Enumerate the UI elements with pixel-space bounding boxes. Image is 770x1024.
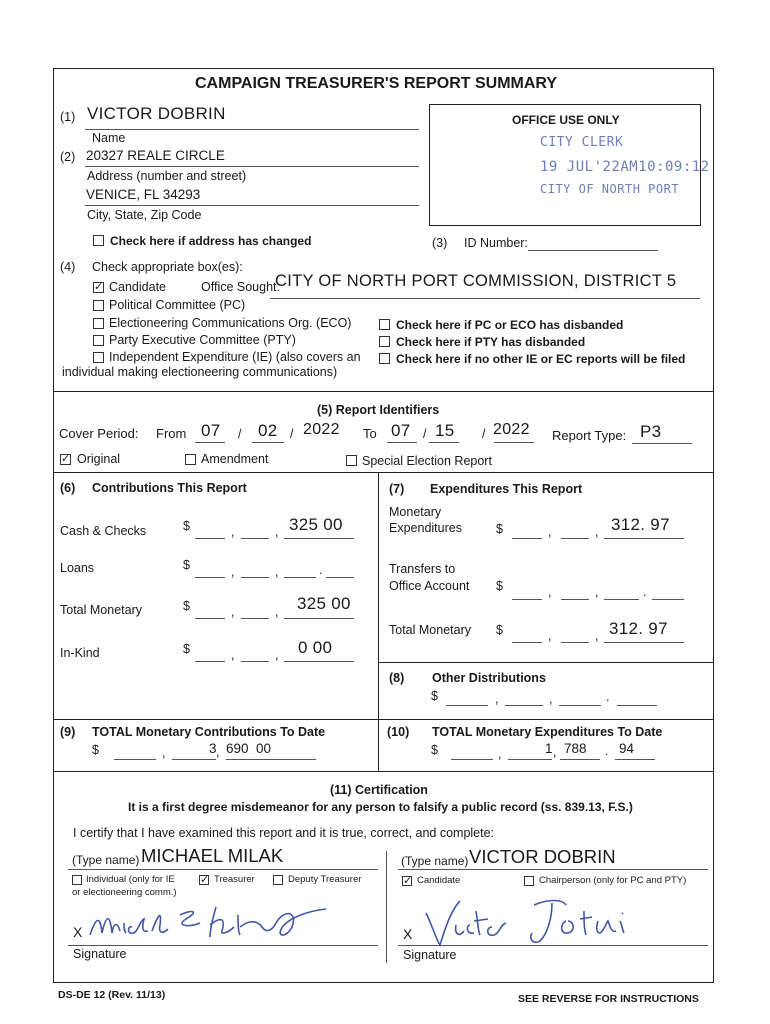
instructions-note: SEE REVERSE FOR INSTRUCTIONS bbox=[518, 993, 699, 1005]
total-exp-dollar-sign: $ bbox=[496, 623, 503, 637]
from-slash2: / bbox=[290, 427, 294, 441]
stamp-date-time: 19 JUL'22AM10:09:12 bbox=[540, 159, 710, 175]
to-year-line bbox=[494, 442, 534, 443]
in-kind-label: In-Kind bbox=[60, 646, 100, 660]
section4-number: (4) bbox=[60, 260, 76, 274]
to-day[interactable]: 15 bbox=[435, 421, 455, 440]
signature-divider bbox=[386, 851, 387, 963]
cash-comma-1: , bbox=[231, 525, 235, 539]
inkind-dollar-sign: $ bbox=[183, 642, 190, 656]
divider-section6 bbox=[54, 472, 713, 473]
other-dist-field-3 bbox=[559, 705, 601, 706]
divider-vertical-mid bbox=[378, 472, 379, 719]
inkind-comma-1: , bbox=[231, 648, 235, 662]
inkind-field-3 bbox=[284, 661, 354, 662]
loans-comma-1: , bbox=[231, 565, 235, 579]
loans-field-3 bbox=[284, 577, 316, 578]
other-dist-field-4 bbox=[617, 705, 657, 706]
special-election-checkbox[interactable] bbox=[346, 455, 357, 466]
cash-comma-2: , bbox=[275, 525, 279, 539]
transfers-label-line2: Office Account bbox=[389, 579, 470, 593]
section8-heading: Other Distributions bbox=[432, 671, 546, 685]
total-monetary-contrib-label: Total Monetary bbox=[60, 603, 142, 617]
exp-to-date-comma-1: , bbox=[498, 747, 502, 761]
loans-field-4 bbox=[326, 577, 354, 578]
transfers-field-3 bbox=[604, 599, 639, 600]
loans-dot: . bbox=[319, 563, 323, 577]
section1-number: (1) bbox=[60, 110, 76, 124]
contrib-to-date-field-1 bbox=[114, 759, 156, 760]
from-label: From bbox=[156, 426, 187, 441]
total-contrib-comma-2: , bbox=[275, 605, 279, 619]
monetary-exp-field-1 bbox=[512, 538, 542, 539]
loans-field-2 bbox=[241, 577, 269, 578]
transfers-dot: . bbox=[643, 585, 647, 599]
section9-number: (9) bbox=[60, 725, 76, 739]
section10-heading: TOTAL Monetary Expenditures To Date bbox=[432, 725, 663, 739]
pc-label: Political Committee (PC) bbox=[109, 298, 246, 312]
office-sought-line bbox=[270, 298, 700, 299]
section4-heading: Check appropriate box(es): bbox=[92, 260, 243, 274]
section6-number: (6) bbox=[60, 481, 76, 495]
address-value[interactable]: 20327 REALE CIRCLE bbox=[86, 148, 225, 163]
exp-to-date-dollar-sign: $ bbox=[431, 743, 438, 757]
cash-field-1 bbox=[195, 538, 225, 539]
cover-period-label: Cover Period: bbox=[59, 426, 139, 441]
exp-to-date-thousands[interactable]: 1 bbox=[545, 741, 553, 756]
name-value[interactable]: VICTOR DOBRIN bbox=[87, 104, 226, 123]
amendment-checkbox[interactable] bbox=[185, 454, 196, 465]
total-exp-comma-2: , bbox=[595, 629, 599, 643]
contrib-to-date-comma-2: , bbox=[216, 745, 220, 759]
candidate-signature-image[interactable] bbox=[416, 895, 656, 949]
id-number-label: ID Number: bbox=[464, 236, 528, 250]
cash-field-2 bbox=[241, 538, 269, 539]
from-year[interactable]: 2022 bbox=[303, 421, 340, 438]
report-type-line bbox=[632, 443, 692, 444]
contrib-to-date-dollar-sign: $ bbox=[92, 743, 99, 757]
section5-heading: (5) Report Identifiers bbox=[317, 403, 440, 417]
exp-to-date-cents[interactable]: 94 bbox=[619, 741, 635, 756]
to-slash2: / bbox=[482, 427, 486, 441]
total-contrib-field-2 bbox=[241, 618, 269, 619]
other-dist-dot: . bbox=[606, 690, 610, 704]
total-monetary-contrib-value[interactable]: 325 00 bbox=[297, 594, 351, 613]
candidate-signature-label: Signature bbox=[403, 948, 457, 962]
original-checkbox[interactable] bbox=[60, 454, 71, 465]
individual-label-line2: or electioneering comm.) bbox=[72, 887, 177, 898]
monetary-exp-label-line1: Monetary bbox=[389, 505, 442, 519]
section7-number: (7) bbox=[389, 482, 405, 496]
from-slash1: / bbox=[238, 427, 242, 441]
ie-label-line2: individual making electioneering communications) bbox=[62, 365, 338, 379]
from-month[interactable]: 07 bbox=[201, 421, 221, 440]
office-sought-value[interactable]: CITY OF NORTH PORT COMMISSION, DISTRICT 5 bbox=[275, 272, 677, 290]
address-label: Address (number and street) bbox=[87, 169, 247, 183]
loans-field-1 bbox=[195, 577, 225, 578]
candidate-label: Candidate bbox=[109, 280, 166, 294]
exp-to-date-field-2 bbox=[508, 759, 552, 760]
original-label: Original bbox=[77, 452, 121, 466]
report-type-value[interactable]: P3 bbox=[640, 422, 662, 441]
transfers-comma-1: , bbox=[548, 585, 552, 599]
contrib-to-date-comma-1: , bbox=[162, 746, 166, 760]
section9-heading: TOTAL Monetary Contributions To Date bbox=[92, 725, 326, 739]
city-line bbox=[85, 205, 419, 206]
divider-section9 bbox=[54, 719, 713, 720]
office-use-heading: OFFICE USE ONLY bbox=[512, 113, 620, 127]
transfers-dollar-sign: $ bbox=[496, 579, 503, 593]
candidate-typed-name[interactable]: VICTOR DOBRIN bbox=[469, 846, 616, 867]
transfers-field-1 bbox=[512, 599, 542, 600]
exp-to-date-comma-2: , bbox=[553, 745, 557, 759]
monetary-exp-comma-1: , bbox=[548, 525, 552, 539]
treasurer-label: Treasurer bbox=[214, 874, 255, 885]
address-line bbox=[85, 166, 419, 167]
transfers-comma-2: , bbox=[595, 585, 599, 599]
section10-number: (10) bbox=[387, 725, 410, 739]
section3-number: (3) bbox=[432, 236, 448, 250]
chairperson-label: Chairperson (only for PC and PTY) bbox=[539, 875, 687, 886]
section11-heading: (11) Certification bbox=[330, 783, 428, 797]
divider-vertical-totals bbox=[378, 719, 379, 771]
ie-label-line1: Independent Expenditure (IE) (also covers an bbox=[109, 350, 361, 364]
office-sought-label: Office Sought: bbox=[201, 280, 280, 294]
exp-to-date-field-4 bbox=[615, 759, 655, 760]
pc-checkbox[interactable] bbox=[93, 300, 104, 311]
form-title: CAMPAIGN TREASURER'S REPORT SUMMARY bbox=[195, 75, 558, 92]
candidate-signature-line bbox=[398, 945, 708, 946]
monetary-exp-dollar-sign: $ bbox=[496, 522, 503, 536]
form-id: DS-DE 12 (Rev. 11/13) bbox=[58, 989, 166, 1001]
contrib-to-date-thousands[interactable]: 3 bbox=[209, 741, 217, 756]
to-year[interactable]: 2022 bbox=[493, 421, 530, 438]
from-month-line bbox=[195, 442, 225, 443]
id-number-field[interactable] bbox=[528, 250, 658, 251]
loans-dollar-sign: $ bbox=[183, 558, 190, 572]
pc-disbanded-label: Check here if PC or ECO has disbanded bbox=[396, 318, 624, 332]
treasurer-typed-name[interactable]: MICHAEL MILAK bbox=[141, 845, 284, 866]
transfers-field-2 bbox=[561, 599, 589, 600]
cash-dollar-sign: $ bbox=[183, 519, 190, 533]
total-contrib-dollar-sign: $ bbox=[183, 599, 190, 613]
treasurer-checkbox[interactable] bbox=[199, 875, 209, 885]
section6-heading: Contributions This Report bbox=[92, 481, 247, 495]
eco-checkbox[interactable] bbox=[93, 318, 104, 329]
city-label: City, State, Zip Code bbox=[87, 208, 202, 222]
other-dist-dollar-sign: $ bbox=[431, 689, 438, 703]
candidate-signature-x: X bbox=[403, 926, 413, 942]
monetary-exp-field-2 bbox=[561, 538, 589, 539]
exp-to-date-field-3 bbox=[560, 759, 600, 760]
contrib-to-date-field-3 bbox=[226, 759, 316, 760]
cash-checks-value[interactable]: 325 00 bbox=[289, 515, 343, 534]
contrib-to-date-field-2 bbox=[172, 759, 216, 760]
pty-disbanded-label: Check here if PTY has disbanded bbox=[396, 335, 586, 349]
other-dist-field-1 bbox=[446, 705, 488, 706]
other-dist-comma-1: , bbox=[495, 692, 499, 706]
from-day-line bbox=[252, 442, 284, 443]
inkind-field-2 bbox=[241, 661, 269, 662]
treasurer-signature-x: X bbox=[73, 924, 83, 940]
total-monetary-exp-label: Total Monetary bbox=[389, 623, 471, 637]
loans-comma-2: , bbox=[275, 565, 279, 579]
cash-field-3 bbox=[284, 538, 354, 539]
pc-disbanded-checkbox[interactable] bbox=[379, 319, 390, 330]
candidate-type-name-label: (Type name) bbox=[401, 854, 469, 868]
treasurer-signature-image[interactable] bbox=[88, 901, 338, 945]
contrib-to-date-value[interactable]: 690 00 bbox=[226, 741, 272, 756]
monetary-exp-field-3 bbox=[604, 538, 684, 539]
cash-checks-label: Cash & Checks bbox=[60, 524, 147, 538]
total-contrib-comma-1: , bbox=[231, 605, 235, 619]
name-line bbox=[85, 129, 419, 130]
inkind-comma-2: , bbox=[275, 648, 279, 662]
total-monetary-exp-value[interactable]: 312. 97 bbox=[609, 619, 668, 638]
misdemeanor-warning: It is a first degree misdemeanor for any person to falsify a public record (ss. 839.13, F.S.) bbox=[128, 800, 633, 814]
divider-section11 bbox=[54, 771, 713, 772]
from-day[interactable]: 02 bbox=[258, 421, 278, 440]
to-month[interactable]: 07 bbox=[391, 421, 411, 440]
office-use-box bbox=[429, 104, 710, 226]
total-contrib-field-1 bbox=[195, 618, 225, 619]
to-label: To bbox=[363, 426, 377, 441]
candidate-signer-label: Candidate bbox=[417, 875, 461, 886]
section7-heading: Expenditures This Report bbox=[430, 482, 583, 496]
section8-number: (8) bbox=[389, 671, 405, 685]
ie-checkbox[interactable] bbox=[93, 352, 104, 363]
treasurer-signature-label: Signature bbox=[73, 947, 127, 961]
other-dist-comma-2: , bbox=[549, 692, 553, 706]
candidate-checkbox[interactable] bbox=[93, 282, 104, 293]
monetary-exp-label-line2: Expenditures bbox=[389, 521, 462, 535]
inkind-field-1 bbox=[195, 661, 225, 662]
exp-to-date-dot: . bbox=[605, 744, 609, 758]
individual-label-line1: Individual (only for IE bbox=[86, 874, 175, 885]
total-exp-field-3 bbox=[604, 642, 684, 643]
deputy-treasurer-checkbox[interactable] bbox=[273, 875, 283, 885]
certify-statement: I certify that I have examined this report and it is true, correct, and complete: bbox=[73, 826, 495, 840]
total-contrib-field-3 bbox=[284, 618, 354, 619]
total-exp-comma-1: , bbox=[548, 629, 552, 643]
eco-label: Electioneering Communications Org. (ECO) bbox=[109, 316, 352, 330]
other-dist-field-2 bbox=[505, 705, 543, 706]
to-slash1: / bbox=[423, 427, 427, 441]
special-election-label: Special Election Report bbox=[362, 454, 492, 468]
exp-to-date-value[interactable]: 788 bbox=[564, 741, 587, 756]
monetary-exp-value[interactable]: 312. 97 bbox=[611, 515, 670, 534]
transfers-label-line1: Transfers to bbox=[389, 562, 456, 576]
treasurer-name-line bbox=[68, 869, 378, 870]
deputy-treasurer-label: Deputy Treasurer bbox=[288, 874, 362, 885]
no-other-reports-label: Check here if no other IE or EC reports will be filed bbox=[396, 352, 686, 366]
transfers-field-4 bbox=[652, 599, 684, 600]
name-label: Name bbox=[92, 131, 126, 145]
loans-label: Loans bbox=[60, 561, 95, 575]
total-exp-field-1 bbox=[512, 642, 542, 643]
total-exp-field-2 bbox=[561, 642, 589, 643]
monetary-exp-comma-2: , bbox=[595, 525, 599, 539]
section2-number: (2) bbox=[60, 150, 76, 164]
to-month-line bbox=[387, 442, 417, 443]
to-day-line bbox=[429, 442, 459, 443]
exp-to-date-field-1 bbox=[451, 759, 493, 760]
candidate-name-line bbox=[398, 869, 708, 870]
address-changed-checkbox[interactable] bbox=[93, 235, 104, 246]
treasurer-type-name-label: (Type name) bbox=[72, 853, 140, 867]
divider-section8 bbox=[378, 662, 713, 663]
individual-checkbox[interactable] bbox=[72, 875, 82, 885]
treasurer-signature-line bbox=[68, 945, 378, 946]
city-value[interactable]: VENICE, FL 34293 bbox=[86, 187, 201, 202]
chairperson-checkbox[interactable] bbox=[524, 876, 534, 886]
candidate-signer-checkbox[interactable] bbox=[402, 876, 412, 886]
address-changed-label: Check here if address has changed bbox=[110, 234, 312, 248]
amendment-label: Amendment bbox=[201, 452, 269, 466]
pty-disbanded-checkbox[interactable] bbox=[379, 336, 390, 347]
pty-label: Party Executive Committee (PTY) bbox=[109, 333, 296, 347]
stamp-city-clerk: CITY CLERK bbox=[540, 135, 624, 150]
no-other-reports-checkbox[interactable] bbox=[379, 353, 390, 364]
report-form bbox=[53, 68, 714, 983]
divider-section5 bbox=[54, 391, 713, 392]
in-kind-value[interactable]: 0 00 bbox=[298, 638, 333, 657]
pty-checkbox[interactable] bbox=[93, 335, 104, 346]
stamp-city-name: CITY OF NORTH PORT bbox=[540, 182, 680, 196]
report-type-label: Report Type: bbox=[552, 428, 627, 443]
